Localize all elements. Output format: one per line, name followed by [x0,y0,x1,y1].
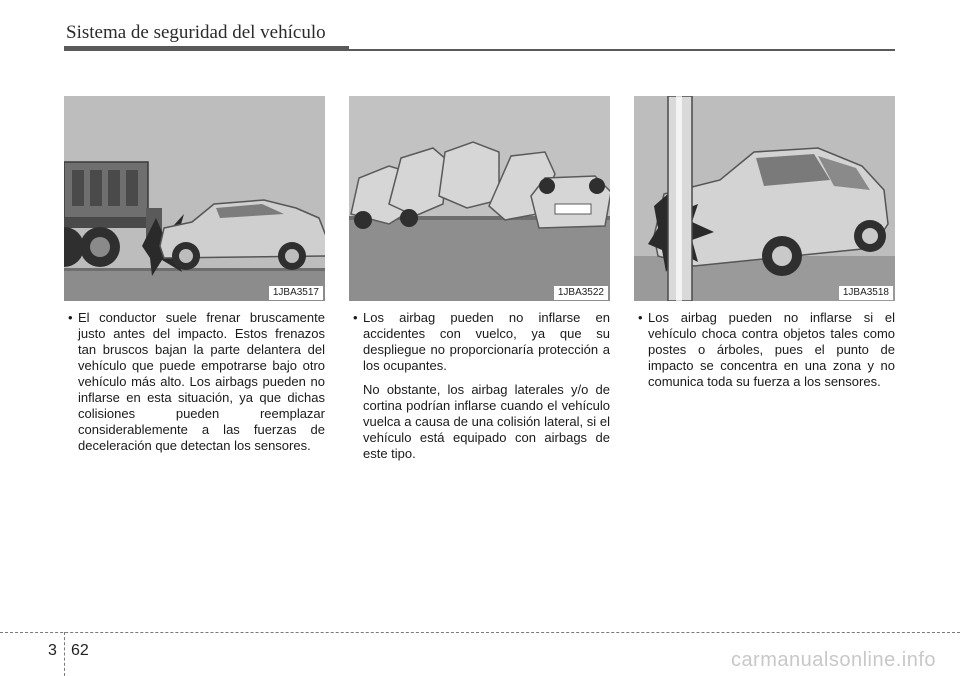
footer-divider [64,632,65,676]
text-column-underride [64,310,325,454]
watermark-text: carmanualsonline.info [730,649,936,671]
figure-code: 1JBA3522 [554,286,608,300]
figure-pole-impact-illustration [634,96,895,301]
bullet-paragraph: • Los airbag pueden no inflarse en accidentes con vuelco, ya que su despliegue no proporcionaría protección a los ocupantes. [349,310,610,374]
bullet-paragraph: • El conductor suele frenar bruscamente justo antes del impacto. Estos frenazos tan bruscos bajan la parte delantera del vehículo que puede empotrarse bajo otro vehículo más alto. Los airbags pueden no inflarse en esta situación, ya que dichas colisiones pueden reemplazar considerablemente a las fuerzas de deceleración que detectan los sensores. [64,310,325,454]
bullet-paragraph: • Los airbag pueden no inflarse si el vehículo choca contra objetos tales como postes o árboles, pues el punto de impacto se concentra en una zona y no comunica toda su fuerza a los sensores. [634,310,895,390]
rollover-illustration [349,96,610,301]
text-column-rollover [349,310,610,462]
underride-illustration [64,96,325,301]
page-number: 62 [71,642,89,659]
figure-rollover-illustration [349,96,610,301]
figure-code: 1JBA3518 [839,286,893,300]
pole-impact-illustration [634,96,895,301]
chapter-number: 3 [48,642,57,659]
figure-underride-illustration [64,96,325,301]
page-header-title: Sistema de seguridad del vehículo [66,22,326,43]
header-rule-thick [64,46,349,51]
text-column-pole-impact [634,310,895,390]
figure-code: 1JBA3517 [269,286,323,300]
continuation-paragraph: No obstante, los airbag laterales y/o de cortina podrían inflarse cuando el vehículo vuelca a causa de una colisión lateral, si el vehículo está equipado con airbags de este tipo. [363,382,610,461]
footer-rule [0,632,960,633]
header-rule-thin [349,49,895,51]
